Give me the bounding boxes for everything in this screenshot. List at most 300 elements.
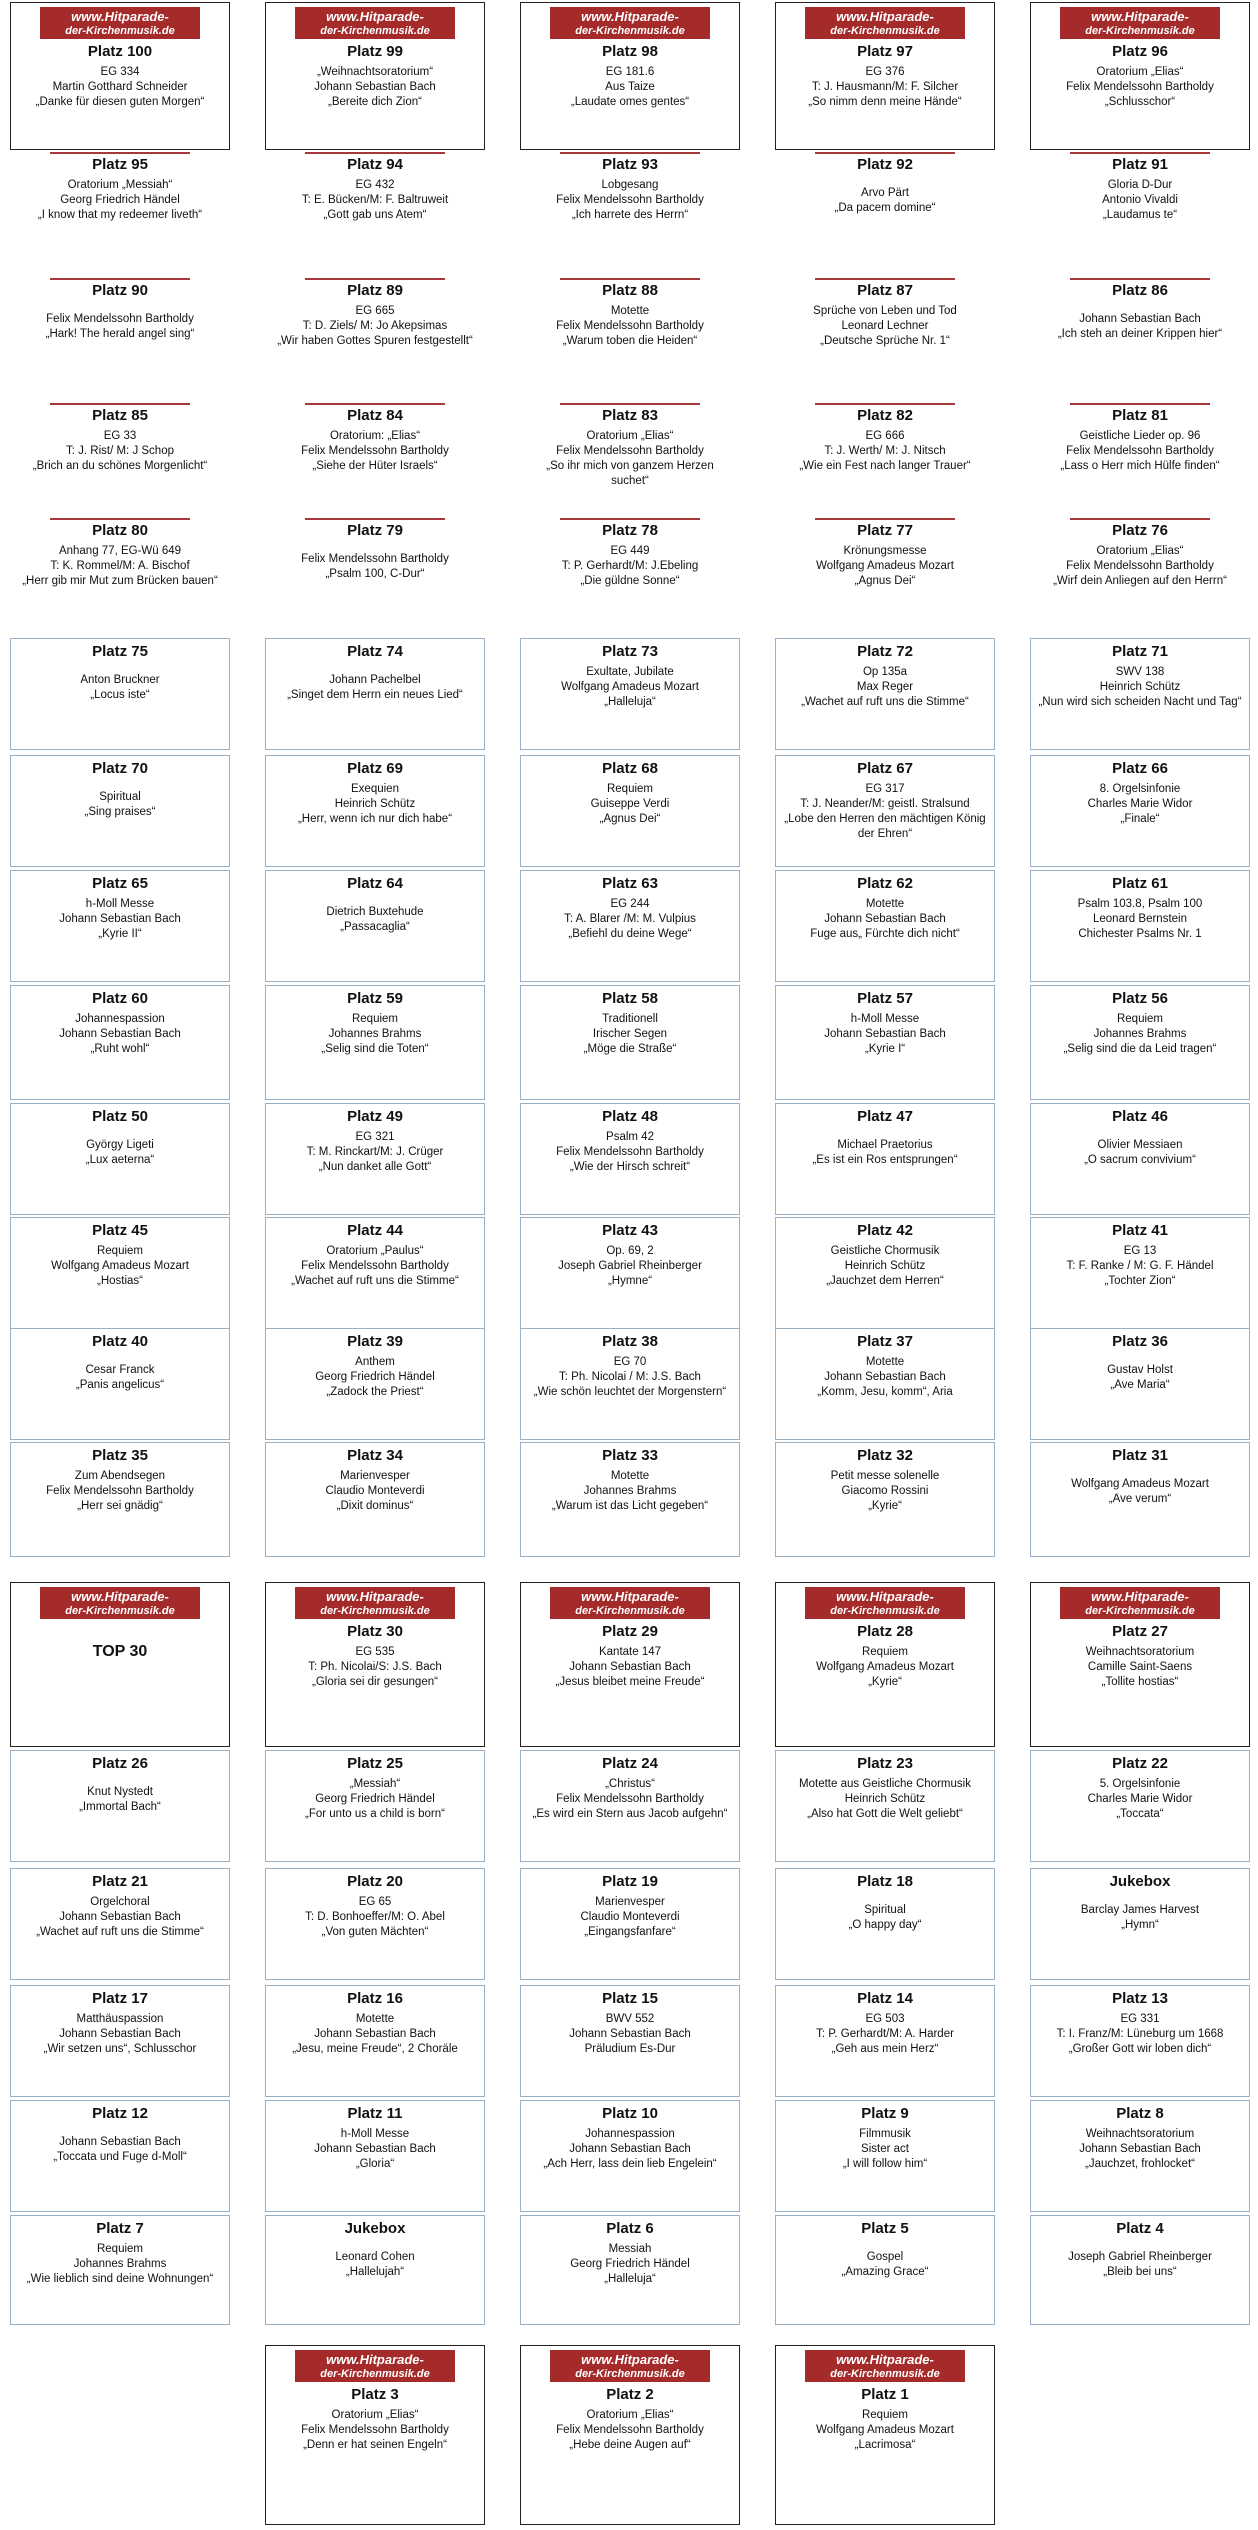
detail-line: Lobgesang [601,179,659,191]
detail-line: Exequien [351,783,399,795]
detail-line: EG 334 [100,66,140,78]
detail-line: Requiem [96,1245,144,1257]
ranking-card [265,2,485,150]
song-details [272,1012,478,1057]
song-details [272,1645,478,1690]
detail-line: Oratorium „Elias“ [331,2409,419,2421]
detail-line: Michael Praetorius [837,1139,933,1151]
detail-line: Motette aus Geistliche Chormusik [799,1778,971,1790]
detail-line: Motette [610,1470,650,1482]
rank-title: Platz 14 [857,1990,913,2007]
song-details [1037,1244,1243,1289]
detail-line: „Also hat Gott die Welt geliebt“ [807,1808,963,1820]
ranking-card [10,1868,230,1980]
detail-line: „Wie schön leuchtet der Morgenstern“ [533,1386,727,1398]
ranking-card [1030,985,1250,1100]
detail-line: Charles Marie Widor [1087,798,1193,810]
detail-line: Joseph Gabriel Rheinberger [558,1260,702,1272]
ranking-card [265,2345,485,2525]
detail-line: Johann Sebastian Bach [824,1028,946,1040]
rank-title: Platz 64 [347,875,403,892]
ranking-card [10,518,230,633]
song-details [527,1130,733,1175]
ranking-card [10,985,230,1100]
song-details [782,1244,988,1289]
detail-line: Matthäuspassion [76,2013,164,2025]
song-details [526,304,734,349]
detail-line: Requiem [1116,1013,1164,1025]
detail-line: EG 665 [355,305,395,317]
hitparade-logo [805,2350,965,2382]
detail-line: „I will follow him“ [842,2158,928,2170]
svg-text:der-Kirchenmusik.de: der-Kirchenmusik.de [575,1605,685,1617]
detail-line: „O happy day“ [848,1919,922,1931]
ranking-card [1030,2100,1250,2212]
rank-title: Platz 71 [1112,643,1168,660]
ranking-card [775,2,995,150]
song-details [17,673,223,703]
hitparade-logo [805,1587,965,1619]
ranking-card [520,638,740,750]
ranking-card [775,870,995,982]
detail-line: Olivier Messiaen [1097,1139,1183,1151]
rank-title: Platz 67 [857,760,913,777]
detail-line: „Wie ein Fest nach langer Trauer“ [799,460,971,472]
detail-line: Leonard Lechner [841,320,929,332]
detail-line: Johann Sebastian Bach [314,81,436,93]
ranking-card [520,1328,740,1440]
song-details [782,2127,988,2172]
svg-text:www.Hitparade-: www.Hitparade- [326,9,424,24]
detail-line: „Befiehl du deine Wege“ [568,928,692,940]
detail-line: „Halleluja“ [604,2273,656,2285]
song-details [272,1895,478,1940]
divider [305,403,445,405]
ranking-card [520,755,740,867]
rank-title: Platz 95 [92,156,148,173]
svg-text:www.Hitparade-: www.Hitparade- [326,1589,424,1604]
detail-line: Johann Sebastian Bach [314,2143,436,2155]
divider [560,403,700,405]
ranking-card [775,152,995,267]
detail-line: „Passacaglia“ [340,921,410,933]
detail-line: Motette [865,1356,905,1368]
detail-line: „Wirf dein Anliegen auf den Herrn“ [1053,575,1227,587]
ranking-card [775,1328,995,1440]
song-details [272,2012,478,2057]
rank-title: Platz 72 [857,643,913,660]
song-details [272,1355,478,1400]
ranking-card [520,1442,740,1557]
detail-line: Geistliche Chormusik [830,1245,940,1257]
song-details [526,544,734,589]
detail-line: „Schlusschor“ [1104,96,1176,108]
detail-line: EG 65 [358,1896,392,1908]
detail-line: Giacomo Rossini [841,1485,929,1497]
detail-line: „Hymn“ [1121,1919,1159,1931]
detail-line: „Kyrie“ [868,1500,902,1512]
rank-title: Platz 68 [602,760,658,777]
rank-title: Platz 37 [857,1333,913,1350]
detail-line: „Nun wird sich scheiden Nacht und Tag“ [1038,696,1242,708]
detail-line: Oratorium „Elias“ [586,430,674,442]
ranking-card [775,2100,995,2212]
detail-line: Marienvesper [595,1896,665,1908]
detail-line: Wolfgang Amadeus Mozart [1071,1478,1209,1490]
rank-title: Platz 74 [347,643,403,660]
detail-line: „Ach Herr, lass dein lieb Engelein“ [543,2158,717,2170]
rank-title: Platz 16 [347,1990,403,2007]
detail-line: T: D. Bonhoeffer/M: O. Abel [305,1911,445,1923]
song-details [527,1895,733,1940]
song-details [527,2408,733,2453]
detail-line: György Ligeti [86,1139,154,1151]
rank-title: Platz 33 [602,1447,658,1464]
song-details [1037,2127,1243,2172]
detail-line: Exultate, Jubilate [586,666,674,678]
ranking-card [775,755,995,867]
ranking-card [775,2345,995,2525]
ranking-card [520,1868,740,1980]
ranking-card [520,1582,740,1747]
rank-title: Platz 3 [351,2386,399,2403]
rank-title: Platz 31 [1112,1447,1168,1464]
ranking-card [520,985,740,1100]
detail-line: Oratorium „Elias“ [1096,66,1184,78]
song-details [781,304,989,349]
detail-line: EG 376 [865,66,905,78]
detail-line: Sister act [861,2143,909,2155]
song-details [782,1645,988,1690]
rank-title: Jukebox [1109,1873,1171,1890]
divider [50,403,190,405]
song-details [272,1777,478,1822]
detail-line: T: A. Blarer /M: M. Vulpius [564,913,696,925]
song-details [1037,2012,1243,2057]
svg-text:www.Hitparade-: www.Hitparade- [836,2352,934,2367]
detail-line: „Laudamus te“ [1102,209,1178,221]
ranking-card [10,1217,230,1329]
ranking-card [10,1328,230,1440]
detail-line: „Hallelujah“ [345,2266,405,2278]
svg-text:www.Hitparade-: www.Hitparade- [71,1589,169,1604]
rank-title: Platz 39 [347,1333,403,1350]
hitparade-logo [40,1587,200,1619]
detail-line: „Singet dem Herrn ein neues Lied“ [287,689,463,701]
song-details [782,1777,988,1822]
song-details [527,665,733,710]
hitparade-logo [295,7,455,39]
rank-title: Platz 91 [1112,156,1168,173]
ranking-card [10,2100,230,2212]
rank-title: Platz 10 [602,2105,658,2122]
ranking-card [1030,1217,1250,1329]
svg-text:www.Hitparade-: www.Hitparade- [581,1589,679,1604]
rank-title: Platz 57 [857,990,913,1007]
detail-line: Johann Sebastian Bach [59,2028,181,2040]
detail-line: Requiem [351,1013,399,1025]
ranking-card [520,1217,740,1329]
song-details [781,544,989,589]
detail-line: „So ihr mich von ganzem Herzen suchet“ [546,460,714,487]
detail-line: „Sing praises“ [84,806,156,818]
detail-line: Gustav Holst [1107,1364,1173,1376]
ranking-card [265,1868,485,1980]
detail-line: Johann Sebastian Bach [569,1661,691,1673]
ranking-card [1030,1582,1250,1747]
detail-line: Georg Friedrich Händel [60,194,180,206]
detail-line: Felix Mendelssohn Bartholdy [301,2424,449,2436]
detail-line: Op 135a [862,666,908,678]
detail-line: Georg Friedrich Händel [315,1793,435,1805]
rank-title: Platz 99 [347,43,403,60]
ranking-card [265,1750,485,1862]
song-details [1037,665,1243,710]
svg-text:www.Hitparade-: www.Hitparade- [836,1589,934,1604]
detail-line: „Wachet auf ruft uns die Stimme“ [801,696,969,708]
detail-line: „Siehe der Hüter Israels“ [312,460,438,472]
song-details [271,552,479,582]
hitparade-logo [295,2350,455,2382]
rank-title: Platz 82 [857,407,913,424]
song-details [272,2250,478,2280]
detail-line: Marienvesper [340,1470,410,1482]
song-details [17,65,223,110]
ranking-card [1030,1103,1250,1215]
rank-title: Platz 18 [857,1873,913,1890]
detail-line: „Wie lieblich sind deine Wohnungen“ [26,2273,214,2285]
detail-line: Wolfgang Amadeus Mozart [51,1260,189,1272]
rank-title: Platz 63 [602,875,658,892]
song-details [527,1244,733,1289]
detail-line: „Kyrie II“ [98,928,142,940]
song-details [17,2135,223,2165]
hitparade-logo [295,1587,455,1619]
detail-line: Johann Sebastian Bach [59,913,181,925]
rank-title: Platz 1 [861,2386,909,2403]
rank-title: Platz 9 [861,2105,909,2122]
ranking-card [10,1985,230,2097]
svg-text:der-Kirchenmusik.de: der-Kirchenmusik.de [1085,1605,1195,1617]
song-details [1037,1645,1243,1690]
detail-line: „Ave verum“ [1108,1493,1172,1505]
song-details [527,897,733,942]
detail-line: Johann Sebastian Bach [1079,313,1201,325]
rank-title: Platz 59 [347,990,403,1007]
detail-line: Fuge aus„ Fürchte dich nicht“ [810,928,960,940]
detail-line: Krönungsmesse [843,545,927,557]
detail-line: „Panis angelicus“ [75,1379,165,1391]
detail-line: SWV 138 [1115,666,1165,678]
detail-line: „Tollite hostias“ [1101,1676,1179,1688]
detail-line: „Großer Gott wir loben dich“ [1068,2043,1212,2055]
detail-line: „Selig sind die da Leid tragen“ [1063,1043,1217,1055]
detail-line: „O sacrum convivium“ [1084,1154,1196,1166]
song-details [17,2012,223,2057]
ranking-card [775,278,995,393]
detail-line: Cesar Franck [85,1364,155,1376]
ranking-card [1030,278,1250,393]
song-details [272,2408,478,2453]
rank-title: Platz 26 [92,1755,148,1772]
ranking-card [520,278,740,393]
detail-line: EG 33 [103,430,137,442]
detail-line: Felix Mendelssohn Bartholdy [556,2424,704,2436]
song-details [272,782,478,827]
divider [305,278,445,280]
song-details [272,65,478,110]
divider [305,518,445,520]
song-details [527,1012,733,1057]
song-details [17,1785,223,1815]
detail-line: Felix Mendelssohn Bartholdy [1066,81,1214,93]
detail-line: „Weihnachtsoratorium“ [316,66,434,78]
divider [1070,403,1210,405]
detail-line: Gloria D-Dur [1107,179,1173,191]
detail-line: Felix Mendelssohn Bartholdy [556,320,704,332]
rank-title: Platz 61 [1112,875,1168,892]
detail-line: T: J. Neander/M: geistl. Stralsund [800,798,970,810]
detail-line: Knut Nystedt [87,1786,153,1798]
detail-line: Psalm 103.8, Psalm 100 [1077,898,1203,910]
song-details [1037,782,1243,827]
detail-line: EG 244 [610,898,650,910]
detail-line: Anthem [355,1356,395,1368]
hitparade-logo [550,2350,710,2382]
detail-line: „Herr gib mir Mut zum Brücken bauen“ [22,575,218,587]
ranking-card [775,985,995,1100]
detail-line: Gospel [866,2251,904,2263]
svg-text:der-Kirchenmusik.de: der-Kirchenmusik.de [65,25,175,37]
detail-line: „Deutsche Sprüche Nr. 1“ [820,335,950,347]
ranking-card [265,2100,485,2212]
song-details [782,1903,988,1933]
detail-line: Johannes Brahms [1093,1028,1187,1040]
detail-line: Joseph Gabriel Rheinberger [1068,2251,1212,2263]
detail-line: BWV 552 [605,2013,655,2025]
song-details [16,544,224,589]
detail-line: Charles Marie Widor [1087,1793,1193,1805]
ranking-card [265,1582,485,1747]
detail-line: „Tochter Zion“ [1104,1275,1176,1287]
detail-line: „Hostias“ [96,1275,143,1287]
rank-title: Platz 96 [1112,43,1168,60]
rank-title: Platz 29 [602,1623,658,1640]
rank-title: Platz 49 [347,1108,403,1125]
detail-line: „Von guten Mächten“ [321,1926,429,1938]
detail-line: Kantate 147 [598,1646,662,1658]
detail-line: „Selig sind die Toten“ [321,1043,429,1055]
song-details [782,782,988,842]
detail-line: T: P. Gerhardt/M: J.Ebeling [561,560,699,572]
detail-line: „Es ist ein Ros entsprungen“ [812,1154,958,1166]
detail-line: Weihnachtsoratorium [1085,1646,1195,1658]
detail-line: „Finale“ [1120,813,1160,825]
detail-line: „Wachet auf ruft uns die Stimme“ [36,1926,204,1938]
hitparade-logo [550,7,710,39]
detail-line: „Toccata“ [1116,1808,1164,1820]
rank-title: Platz 86 [1112,282,1168,299]
rank-title: Platz 88 [602,282,658,299]
song-details [272,1469,478,1514]
song-details [782,65,988,110]
ranking-card [265,870,485,982]
detail-line: „For unto us a child is born“ [305,1808,445,1820]
detail-line: Felix Mendelssohn Bartholdy [46,313,194,325]
song-details [781,429,989,474]
ranking-card [10,152,230,267]
song-details [17,897,223,942]
ranking-card [775,1442,995,1557]
rank-title: Platz 47 [857,1108,913,1125]
rank-title: Platz 93 [602,156,658,173]
rank-title: Platz 5 [861,2220,909,2237]
rank-title: TOP 30 [92,1643,148,1660]
ranking-card [1030,152,1250,267]
detail-line: „Gloria sei dir gesungen“ [312,1676,438,1688]
detail-line: „Jesu, meine Freude“, 2 Choräle [292,2043,458,2055]
ranking-card [775,2215,995,2325]
song-details [1037,1777,1243,1822]
detail-line: Barclay James Harvest [1080,1904,1200,1916]
svg-text:www.Hitparade-: www.Hitparade- [1091,1589,1189,1604]
detail-line: T: J. Werth/ M: J. Nitsch [824,445,946,457]
rank-title: Platz 73 [602,643,658,660]
detail-line: „I know that my redeemer liveth“ [37,209,203,221]
ranking-card [1030,870,1250,982]
song-details [16,312,224,342]
rank-title: Platz 41 [1112,1222,1168,1239]
detail-line: Heinrich Schütz [844,1260,926,1272]
svg-text:www.Hitparade-: www.Hitparade- [1091,9,1189,24]
rank-title: Platz 4 [1116,2220,1164,2237]
rank-title: Platz 50 [92,1108,148,1125]
ranking-card [10,278,230,393]
detail-line: „Gott gab uns Atem“ [323,209,427,221]
ranking-card [1030,2215,1250,2325]
detail-line: Wolfgang Amadeus Mozart [816,2424,954,2436]
detail-line: „Immortal Bach“ [79,1801,161,1813]
ranking-card [1030,638,1250,750]
detail-line: T: Ph. Nicolai/S: J.S. Bach [308,1661,442,1673]
song-details [1036,312,1244,342]
ranking-card [520,518,740,633]
detail-line: Motette [610,305,650,317]
detail-line: Oratorium „Paulus“ [326,1245,424,1257]
rank-title: Platz 81 [1112,407,1168,424]
detail-line: „Bleib bei uns“ [1103,2266,1177,2278]
svg-text:der-Kirchenmusik.de: der-Kirchenmusik.de [830,2368,940,2380]
detail-line: Felix Mendelssohn Bartholdy [301,1260,449,1272]
ranking-card [1030,1750,1250,1862]
detail-line: Martin Gotthard Schneider [52,81,188,93]
detail-line: Oratorium: „Elias“ [329,430,421,442]
detail-line: „Eingangsfanfare“ [584,1926,676,1938]
rank-title: Platz 56 [1112,990,1168,1007]
ranking-card [265,1217,485,1329]
detail-line: T: K. Rommel/M: A. Bischof [50,560,190,572]
detail-line: Max Reger [856,681,914,693]
detail-line: 5. Orgelsinfonie [1099,1778,1181,1790]
song-details [782,1012,988,1057]
detail-line: Johann Sebastian Bach [314,2028,436,2040]
detail-line: T: D. Ziels/ M: Jo Akepsimas [302,320,448,332]
detail-line: Orgelchoral [90,1896,150,1908]
song-details [17,1244,223,1289]
ranking-card [520,870,740,982]
rank-title: Platz 20 [347,1873,403,1890]
ranking-card [265,755,485,867]
